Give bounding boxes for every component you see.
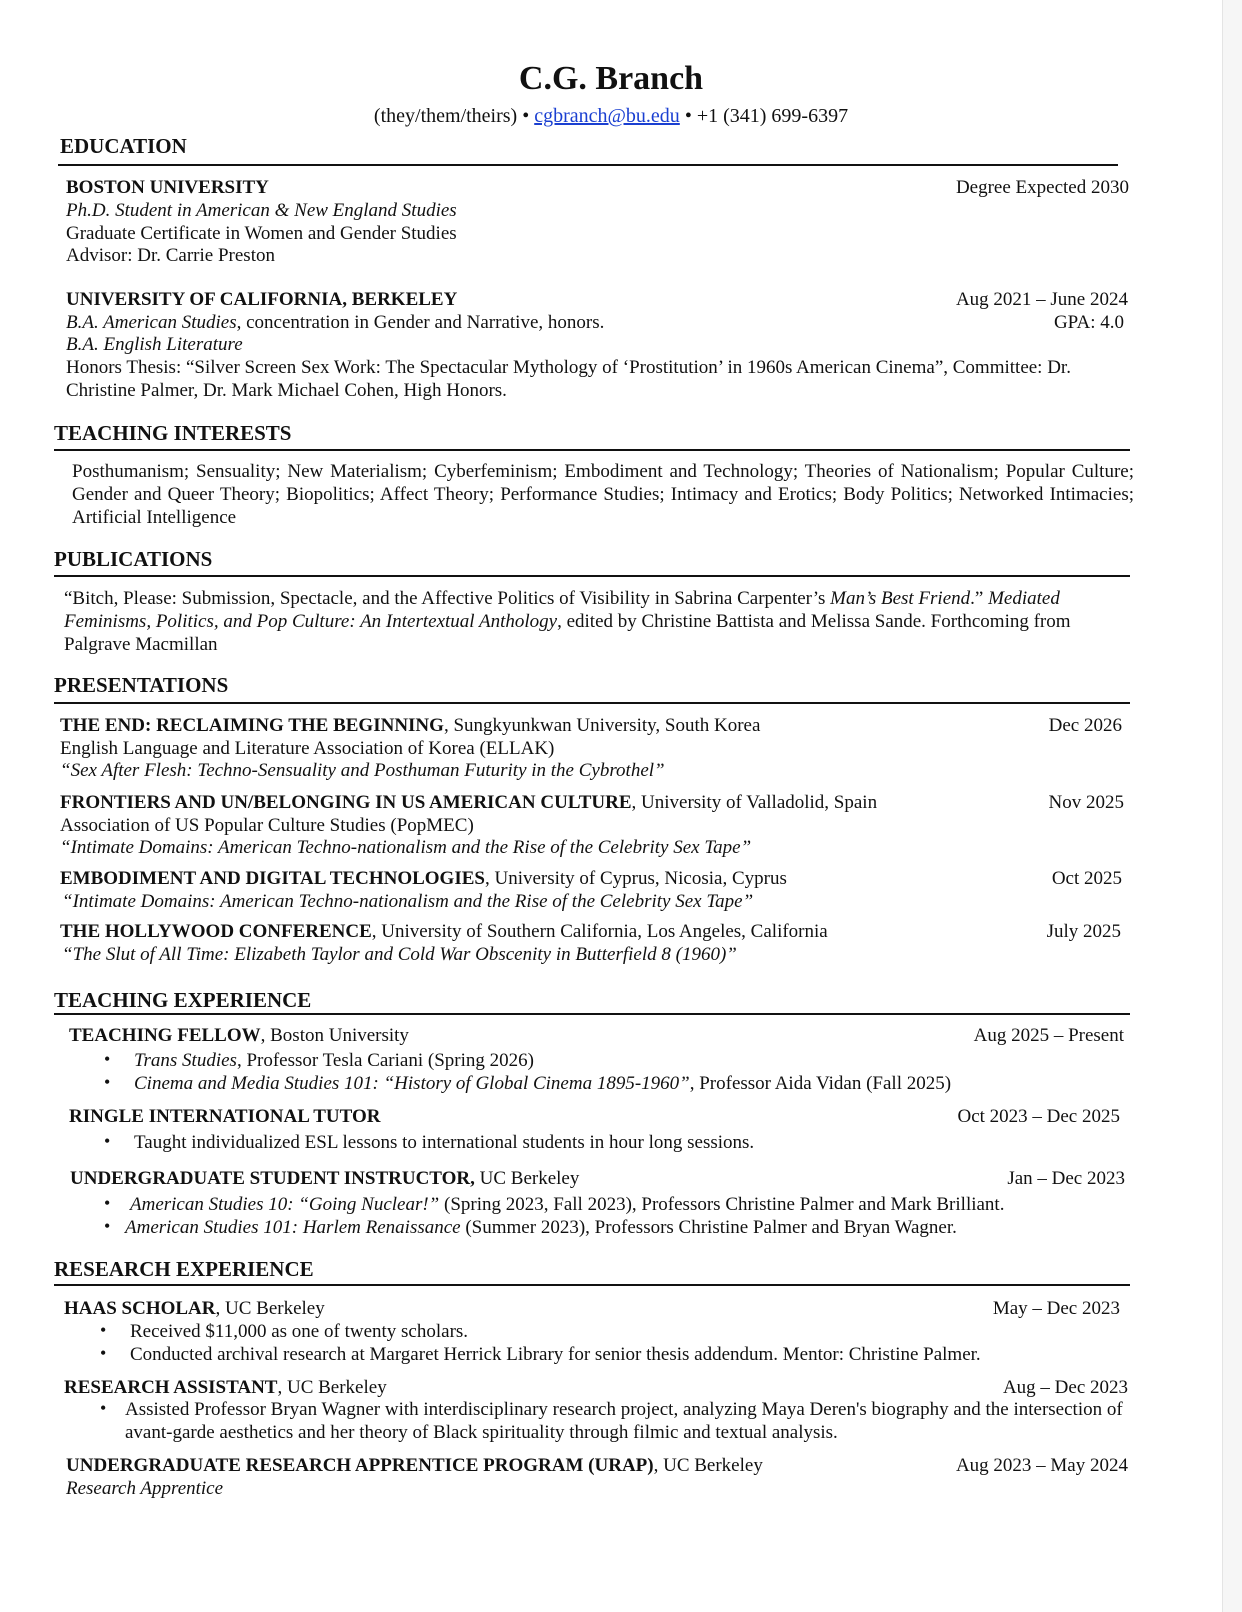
teaching-fellow-item-2 (134, 1072, 951, 1095)
presentation-2-place: , University of Valladolid, Spain (631, 792, 878, 813)
gsi-title: UNDERGRADUATE STUDENT INSTRUCTOR, (70, 1168, 475, 1189)
bullet: • (100, 1343, 107, 1363)
urap-date: Aug 2023 – May 2024 (955, 1455, 1128, 1476)
gsi-line (70, 1167, 579, 1190)
gsi-date: Jan – Dec 2023 (1007, 1168, 1125, 1189)
teaching-fellow-item-1 (134, 1049, 534, 1072)
teaching-fellow-org: , Boston University (260, 1025, 409, 1046)
tutor-item-1: Taught individualized ESL lessons to international students in hour long sessions. (134, 1132, 755, 1153)
bullet: • (100, 1320, 107, 1340)
bu-program: Ph.D. Student in American & New England Studies (66, 200, 457, 221)
research-experience-heading: RESEARCH EXPERIENCE (54, 1257, 314, 1281)
phone: • +1 (341) 699-6397 (684, 105, 849, 127)
bullet: • (104, 1131, 111, 1151)
presentation-3-title-line (60, 867, 787, 890)
bullet: • (104, 1072, 111, 1092)
urap-role: Research Apprentice (66, 1478, 224, 1499)
teaching-experience-heading: TEACHING EXPERIENCE (54, 988, 312, 1012)
presentation-2-talk: “Intimate Domains: American Techno-nationalism and the Rise of the Celebrity Sex Tape” (60, 837, 752, 858)
haas-item-1: Received $11,000 as one of twenty scholars. (130, 1321, 469, 1342)
presentations-rule (54, 702, 1130, 704)
urap-title: UNDERGRADUATE RESEARCH APPRENTICE PROGRAM (URAP) (66, 1455, 654, 1476)
ra-title: RESEARCH ASSISTANT (64, 1377, 278, 1398)
presentation-3-talk: “Intimate Domains: American Techno-nationalism and the Rise of the Celebrity Sex Tape” (62, 891, 754, 912)
teaching-interests-text: Posthumanism; Sensuality; New Materialism; Cyberfeminism; Embodiment and Technology; Theories of Nationalism; Popular Culture; Gender and Queer Theory; Biopolitics; Affect Theory; Performance Studies; Intimacy and Erotics; Body Politics; Networked Intimacies; Artificial Intelligence (72, 461, 1134, 528)
bu-advisor: Advisor: Dr. Carrie Preston (66, 245, 275, 266)
course-detail: (Summer 2023), Professors Christine Palmer and Bryan Wagner. (460, 1217, 957, 1238)
presentation-2-date: Nov 2025 (1048, 792, 1124, 813)
presentation-4-title: THE HOLLYWOOD CONFERENCE (60, 921, 372, 942)
course-title: Cinema and Media Studies 101: “History of Global Cinema 1895-1960” (134, 1073, 690, 1094)
ucb-thesis: Honors Thesis: “Silver Screen Sex Work: The Spectacular Mythology of ‘Prostitution’ in 1960s American Cinema”, Committee: Dr. Christine Palmer, Dr. Mark Michael Cohen, High Honors. (66, 357, 1071, 401)
research-experience-rule (54, 1284, 1130, 1286)
ucb-school: UNIVERSITY OF CALIFORNIA, BERKELEY (66, 289, 458, 310)
haas-date: May – Dec 2023 (992, 1298, 1120, 1319)
haas-item-2: Conducted archival research at Margaret Herrick Library for senior thesis addendum. Mentor: Christine Palmer. (130, 1344, 981, 1365)
presentation-1-date: Dec 2026 (1048, 715, 1122, 736)
teaching-fellow-date: Aug 2025 – Present (973, 1025, 1124, 1046)
presentation-1-talk: “Sex After Flesh: Techno-Sensuality and Posthuman Futurity in the Cybrothel” (60, 760, 665, 781)
bullet: • (100, 1398, 107, 1418)
ra-org: , UC Berkeley (277, 1377, 387, 1398)
pronouns: (they/them/theirs) • (373, 105, 530, 127)
education-rule (58, 164, 1118, 166)
presentation-1-title: THE END: RECLAIMING THE BEGINNING (60, 715, 444, 736)
publication-venue: Mediated Feminisms, Politics, and Pop Culture: An Intertextual Anthology (64, 588, 1060, 632)
ra-line (64, 1376, 387, 1399)
gsi-item-1 (130, 1193, 1004, 1216)
haas-line (64, 1297, 325, 1320)
publication-title: “Bitch, Please: Submission, Spectacle, and the Affective Politics of Visibility in Sabrina Carpenter’s (64, 588, 831, 609)
course-title: American Studies 101: Harlem Renaissance (125, 1217, 461, 1238)
course-title: Trans Studies (134, 1050, 237, 1071)
publications-heading: PUBLICATIONS (54, 547, 213, 571)
teaching-fellow-title: TEACHING FELLOW (69, 1025, 261, 1046)
urap-org: , UC Berkeley (653, 1455, 763, 1476)
education-heading: EDUCATION (60, 134, 187, 158)
teaching-interests-heading: TEACHING INTERESTS (54, 421, 292, 445)
presentation-3-title: EMBODIMENT AND DIGITAL TECHNOLOGIES (60, 868, 485, 889)
presentation-3-place: , University of Cyprus, Nicosia, Cyprus (484, 868, 787, 889)
publication-detail: , edited by Christine Battista and Melissa Sande. Forthcoming from Palgrave Macmillan (64, 611, 1071, 655)
presentation-1-org: English Language and Literature Association of Korea (ELLAK) (60, 738, 555, 759)
teaching-fellow-line (69, 1024, 409, 1047)
teaching-interests-rule (54, 449, 1130, 451)
bullet: • (104, 1216, 111, 1236)
course-detail: , Professor Aida Vidan (Fall 2025) (689, 1073, 952, 1094)
bu-certificate: Graduate Certificate in Women and Gender Studies (66, 223, 457, 244)
presentation-2-title: FRONTIERS AND UN/BELONGING IN US AMERICAN CULTURE (60, 792, 632, 813)
ra-date: Aug – Dec 2023 (1002, 1377, 1128, 1398)
bullet: • (104, 1193, 111, 1213)
tutor-title: RINGLE INTERNATIONAL TUTOR (69, 1106, 381, 1127)
course-detail: (Spring 2023, Fall 2023), Professors Christine Palmer and Mark Brilliant. (439, 1194, 1005, 1215)
presentation-4-title-line (60, 920, 828, 943)
course-detail: , Professor Tesla Cariani (Spring 2026) (236, 1050, 534, 1071)
bu-date: Degree Expected 2030 (955, 177, 1129, 198)
ucb-degree2: B.A. English Literature (66, 334, 243, 355)
presentation-2-org: Association of US Popular Culture Studies (PopMEC) (60, 815, 474, 836)
urap-line (66, 1454, 763, 1477)
ucb-date: Aug 2021 – June 2024 (955, 289, 1128, 310)
presentation-2-title-line (60, 791, 877, 814)
presentation-4-place: , University of Southern California, Los Angeles, California (371, 921, 828, 942)
publication-song: Man’s Best Friend (830, 588, 971, 609)
teaching-experience-rule (54, 1013, 1130, 1015)
publication-punct: .” (970, 588, 989, 609)
bu-school: BOSTON UNIVERSITY (66, 177, 269, 198)
presentations-heading: PRESENTATIONS (54, 673, 229, 697)
gsi-item-2 (125, 1216, 957, 1239)
ucb-gpa: GPA: 4.0 (1053, 312, 1124, 333)
publications-rule (54, 575, 1130, 577)
tutor-date: Oct 2023 – Dec 2025 (957, 1106, 1120, 1127)
presentation-3-date: Oct 2025 (1051, 868, 1122, 889)
ucb-degree1-detail: , concentration in Gender and Narrative, honors. (236, 312, 605, 333)
email-link[interactable]: cgbranch@bu.edu (534, 105, 680, 127)
presentation-1-title-line (60, 714, 760, 737)
resume-name: C.G. Branch (518, 60, 704, 97)
haas-title: HAAS SCHOLAR (64, 1298, 216, 1319)
ucb-degree1-major: B.A. American Studies (66, 312, 237, 333)
gsi-org: UC Berkeley (474, 1168, 580, 1189)
presentation-4-talk: “The Slut of All Time: Elizabeth Taylor and Cold War Obscenity in Butterfield 8 (1960)” (62, 944, 737, 965)
ra-item-1: Assisted Professor Bryan Wagner with interdisciplinary research project, analyzing Maya Deren's biography and the intersection of avant-garde aesthetics and her theory of Black spirituality through filmic and textual analysis. (125, 1399, 1123, 1443)
course-title: American Studies 10: “Going Nuclear!” (130, 1194, 440, 1215)
presentation-4-date: July 2025 (1046, 921, 1121, 942)
ucb-degree1 (66, 311, 604, 334)
bullet: • (104, 1049, 111, 1069)
publication-entry (64, 587, 1124, 656)
presentation-1-place: , Sungkyunkwan University, South Korea (443, 715, 761, 736)
contact-line (0, 105, 1222, 128)
haas-org: , UC Berkeley (215, 1298, 325, 1319)
